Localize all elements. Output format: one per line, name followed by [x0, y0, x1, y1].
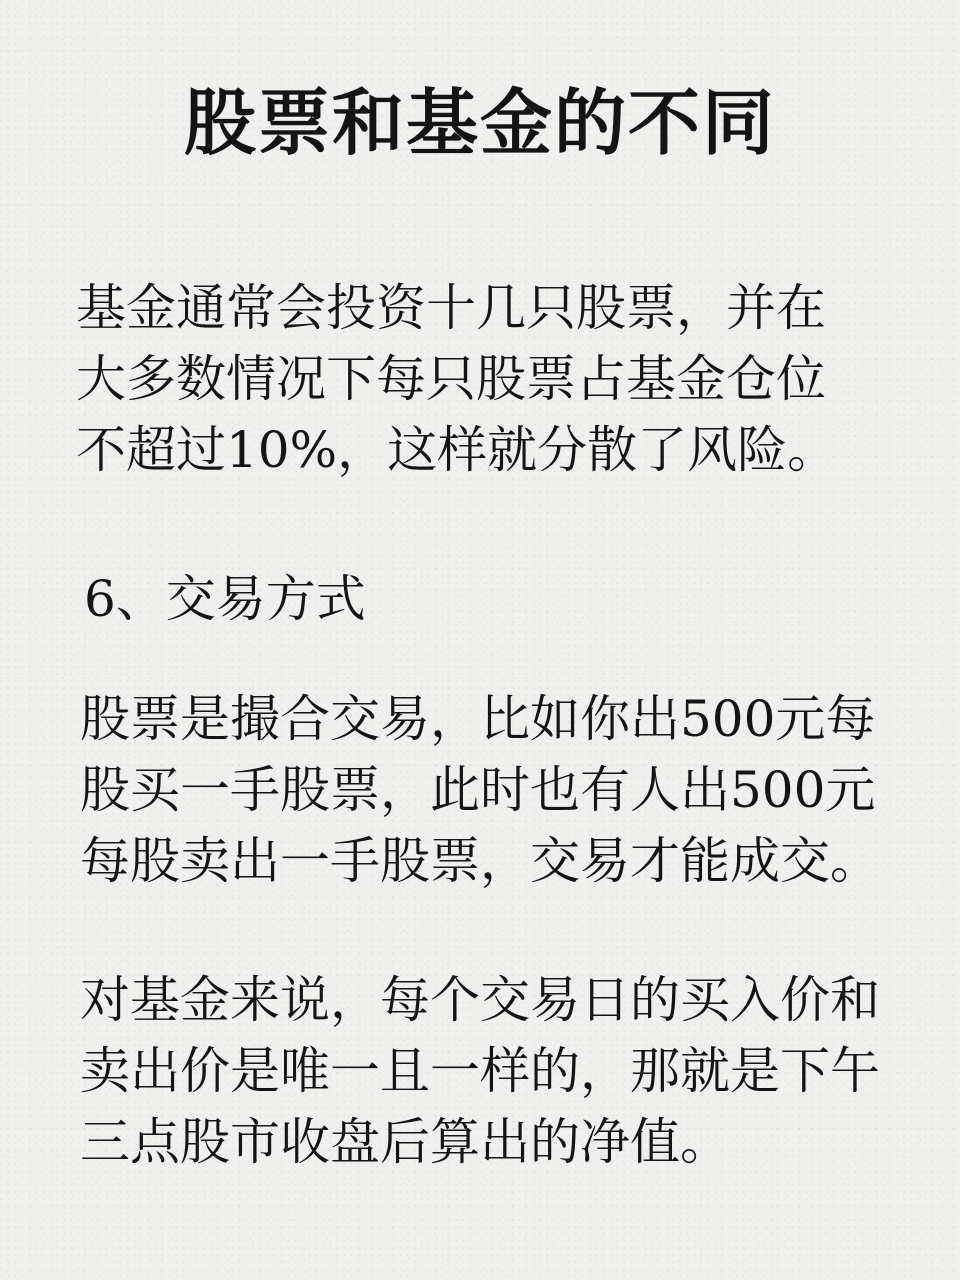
fund-trading-line: 卖出价是唯一且一样的，那就是下午: [80, 1042, 880, 1100]
fund-trading-line: 三点股市收盘后算出的净值。: [80, 1113, 730, 1171]
fund-trading-line: 对基金来说，每个交易日的买入价和: [80, 971, 880, 1029]
intro-line: 基金通常会投资十几只股票，并在: [76, 279, 826, 337]
intro-line: 不超过10%，这样就分散了风险。: [76, 421, 838, 479]
page-title: 股票和基金的不同: [183, 80, 776, 165]
stock-trading-line: 股票是撮合交易，比如你出500元每: [80, 690, 876, 748]
section-heading: 6、交易方式: [84, 570, 366, 628]
stock-trading-line: 股买一手股票，此时也有人出500元: [80, 761, 876, 819]
intro-paragraph: [76, 273, 837, 486]
fund-trading-paragraph: [80, 965, 880, 1178]
stock-trading-line: 每股卖出一手股票，交易才能成交。: [80, 832, 880, 890]
intro-line: 大多数情况下每只股票占基金仓位: [76, 350, 826, 408]
stock-trading-paragraph: [80, 684, 880, 897]
